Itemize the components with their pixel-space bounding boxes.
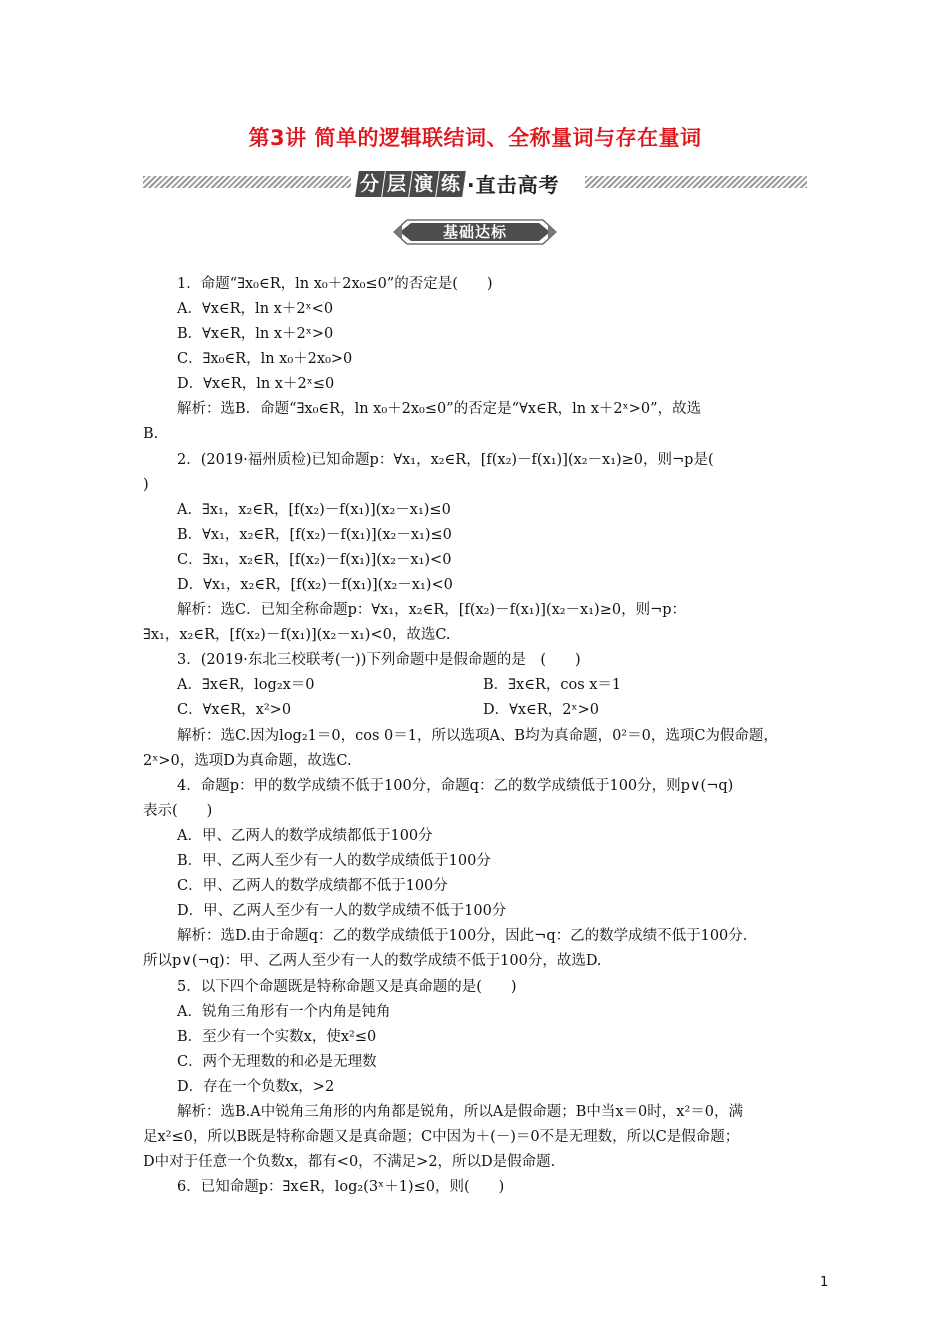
text-line: 3．(2019·东北三校联考(一))下列命题中是假命题的是 ( ) — [177, 652, 581, 668]
text-line: A．∃x∈R，log₂x＝0 — [177, 677, 315, 693]
text-line: 2ˣ>0，选项D为真命题，故选C. — [143, 753, 352, 769]
badge-label: 基础达标 — [442, 223, 507, 241]
text-line: D．存在一个负数x，>2 — [177, 1079, 335, 1095]
text-line: A．∃x₁，x₂∈R，[f(x₂)－f(x₁)](x₂－x₁)≤0 — [177, 502, 451, 518]
text-line: D．∀x₁，x₂∈R，[f(x₂)－f(x₁)](x₂－x₁)<0 — [177, 577, 453, 593]
text-line: 4．命题p：甲的数学成绩不低于100分，命题q：乙的数学成绩低于100分，则p∨(¬q) — [177, 778, 734, 794]
text-line: C．∃x₀∈R，ln x₀＋2x₀>0 — [177, 351, 353, 367]
text-line: 解析：选B.A中锐角三角形的内角都是锐角，所以A是假命题；B中当x＝0时，x²＝0，满 — [177, 1104, 743, 1120]
text-line: A．甲、乙两人的数学成绩都低于100分 — [177, 828, 433, 844]
banner-text — [357, 169, 560, 198]
text-line: A．锐角三角形有一个内角是钝角 — [177, 1004, 391, 1020]
page-title: 第3讲 简单的逻辑联结词、全称量词与存在量词 — [248, 126, 702, 150]
banner-stripe-right — [585, 176, 807, 188]
text-line: A．∀x∈R，ln x＋2ˣ<0 — [177, 301, 334, 317]
text-line: D．∀x∈R，2ˣ>0 — [483, 702, 599, 718]
text-line: ) — [143, 477, 149, 493]
section-badge — [393, 219, 557, 245]
text-line: 解析：选C．已知全称命题p：∀x₁，x₂∈R，[f(x₂)－f(x₁)](x₂－x₁)≥0，则¬p： — [177, 602, 687, 618]
text-line: B．∀x₁，x₂∈R，[f(x₂)－f(x₁)](x₂－x₁)≤0 — [177, 527, 452, 543]
text-line: B．∀x∈R，ln x＋2ˣ>0 — [177, 326, 334, 342]
text-line: C．甲、乙两人的数学成绩都不低于100分 — [177, 878, 448, 894]
text-line: 解析：选D.由于命题q：乙的数学成绩低于100分，因此¬q：乙的数学成绩不低于100分. — [177, 928, 748, 944]
banner-char-2: 层 — [382, 171, 412, 197]
text-line: B. — [143, 426, 159, 442]
banner-char-3: 演 — [409, 171, 439, 197]
text-line: ∃x₁，x₂∈R，[f(x₂)－f(x₁)](x₂－x₁)<0，故选C. — [143, 627, 451, 643]
text-line: 解析：选B．命题“∃x₀∈R，ln x₀＋2x₀≤0”的否定是“∀x∈R，ln x＋2ˣ>0”，故选 — [177, 401, 702, 417]
text-line: B．甲、乙两人至少有一人的数学成绩低于100分 — [177, 853, 491, 869]
text-line: 2．(2019·福州质检)已知命题p：∀x₁，x₂∈R，[f(x₂)－f(x₁)](x₂－x₁)≥0，则¬p是( — [177, 452, 714, 468]
section-banner — [143, 168, 807, 196]
text-line: 5．以下四个命题既是特称命题又是真命题的是( ) — [177, 979, 517, 995]
text-line: D中对于任意一个负数x，都有<0，不满足>2，所以D是假命题. — [143, 1154, 556, 1170]
text-line: D．∀x∈R，ln x＋2ˣ≤0 — [177, 376, 335, 392]
banner-stripe-left — [143, 176, 351, 188]
page-number: 1 — [820, 1275, 829, 1290]
text-line: D．甲、乙两人至少有一人的数学成绩不低于100分 — [177, 903, 507, 919]
banner-char-1: 分 — [355, 171, 385, 197]
text-line: 解析：选C.因为log₂1＝0，cos 0＝1，所以选项A、B均为真命题，0²＝0，选项C为假命题， — [177, 728, 778, 744]
text-line: C．两个无理数的和必是无理数 — [177, 1054, 377, 1070]
text-line: 1．命题“∃x₀∈R，ln x₀＋2x₀≤0”的否定是( ) — [177, 276, 493, 292]
text-line: C．∀x∈R，x²>0 — [177, 702, 292, 718]
text-line: B．至少有一个实数x，使x²≤0 — [177, 1029, 377, 1045]
text-line: 所以p∨(¬q)：甲、乙两人至少有一人的数学成绩不低于100分，故选D. — [143, 953, 602, 969]
text-line: B．∃x∈R，cos x＝1 — [483, 677, 622, 693]
text-line: 6．已知命题p：∃x∈R，log₂(3ˣ＋1)≤0，则( ) — [177, 1179, 505, 1195]
banner-char-4: 练 — [436, 171, 466, 197]
banner-rest: ·直击高考 — [467, 173, 560, 197]
text-line: 表示( ) — [143, 803, 213, 819]
text-line: C．∃x₁，x₂∈R，[f(x₂)－f(x₁)](x₂－x₁)<0 — [177, 552, 452, 568]
text-line: 足x²≤0，所以B既是特称命题又是真命题；C中因为＋(－)＝0不是无理数，所以C是假命题； — [143, 1129, 740, 1145]
